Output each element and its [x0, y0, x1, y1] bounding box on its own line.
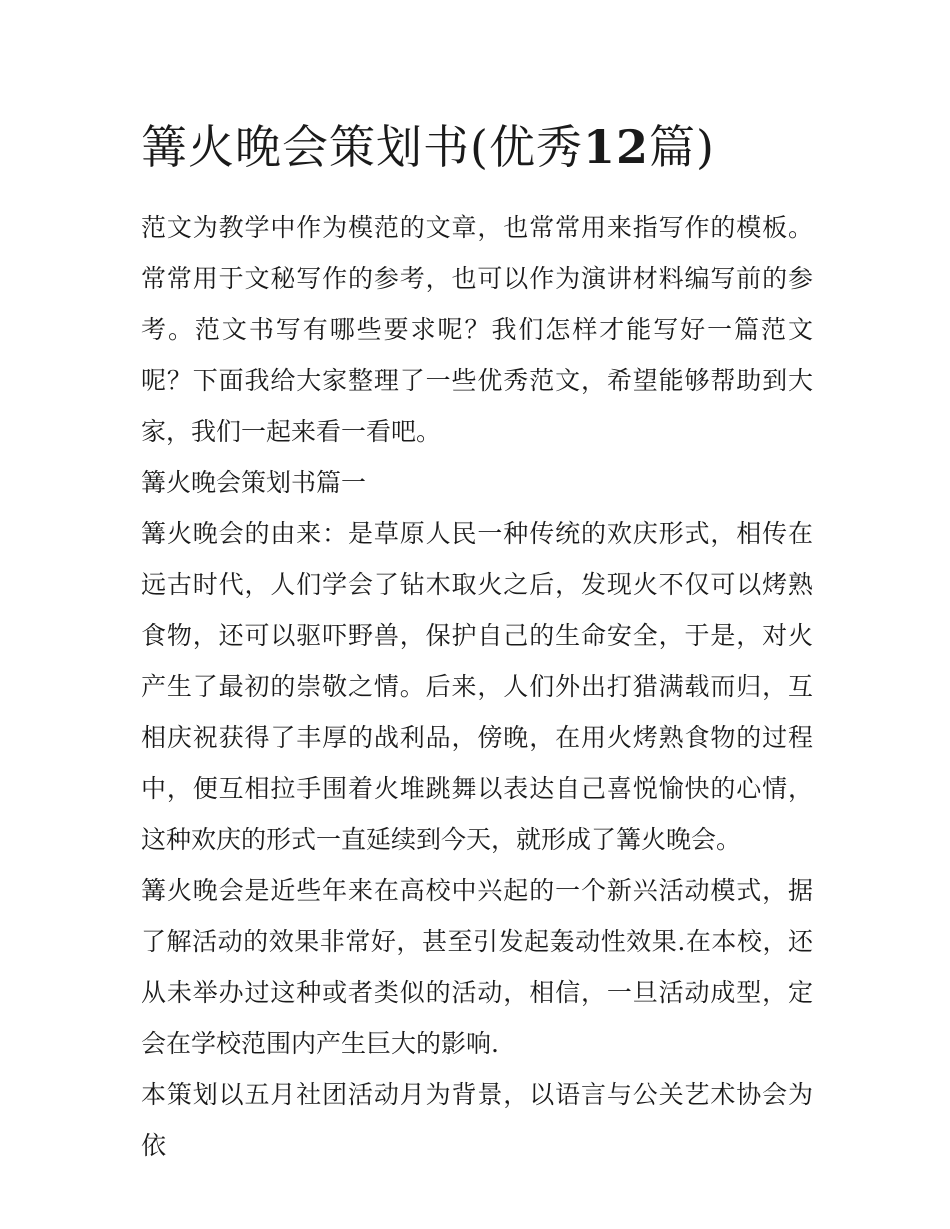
title-suffix: 篇): [648, 120, 715, 174]
body-paragraph-origin: 篝火晚会的由来：是草原人民一种传统的欢庆形式，相传在远古时代，人们学会了钻木取火之后，发现火不仅可以烤熟食物，还可以驱吓野兽，保护自己的生命安全，于是，对火产生了最初的崇敬之情。后来，人们外出打猎满载而归，互相庆祝获得了丰厚的战利品，傍晚，在用火烤熟食物的过程中，便互相拉手围着火堆跳舞以表达自己喜悦愉快的心情，这种欢庆的形式一直延续到今天，就形成了篝火晚会。: [141, 519, 813, 854]
body-paragraph-trend: 篝火晚会是近些年来在高校中兴起的一个新兴活动模式，据了解活动的效果非常好，甚至引发起轰动性效果.在本校，还从未举办过这种或者类似的活动，相信，一旦活动成型，定会在学校范围内产生巨大的影响.: [141, 876, 813, 1058]
intro-paragraph: 范文为教学中作为模范的文章，也常常用来指写作的模板。常常用于文秘写作的参考，也可以作为演讲材料编写前的参考。范文书写有哪些要求呢？我们怎样才能写好一篇范文呢？下面我给大家整理了一些优秀范文，希望能够帮助到大家，我们一起来看一看吧。: [141, 213, 813, 446]
title-number: 12: [582, 120, 649, 174]
document-body: [141, 112, 813, 1171]
body-paragraph-plan: 本策划以五月社团活动月为背景，以语言与公关艺术协会为依: [141, 1080, 813, 1160]
document-title: [141, 112, 813, 182]
section-heading: 篝火晚会策划书篇一: [141, 468, 367, 497]
title-text: 篝火晚会策划书(优秀: [141, 120, 583, 174]
